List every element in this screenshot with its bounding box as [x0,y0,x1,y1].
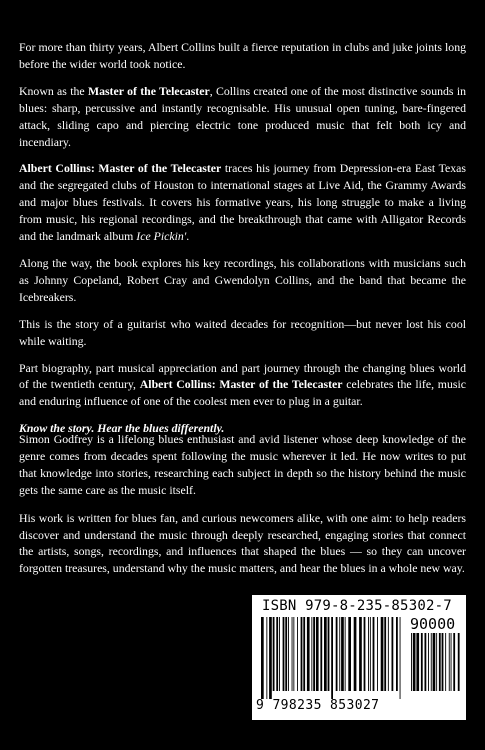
barcode-bar [283,617,285,691]
bio-paragraph-1: Simon Godfrey is a lifelong blues enthusiast and avid listener whose deep knowledge of the genre comes from decades spent following the music wherever it led. He now writes to put that knowledge into stories, researching each subject in depth so the history behind the music gets the same care as the music itself. [19,432,466,497]
ean-barcode-bars [260,617,402,699]
barcode-bar [339,617,340,691]
barcode-bar [384,617,386,691]
barcode-digits: 9 798235 853027 [256,698,380,713]
bio-paragraph-2: His work is written for blues fan, and curious newcomers alike, with one aim: to help readers discover and understand the music through deeply researched, engaging stories that connect the artists, songs, recordings, and influences that shaped the blues — so they can uncover forgotten treasures, understand why the music matters, and hear the blues in a whole new way. [19,510,466,576]
barcode-bar [354,617,357,691]
barcode-bar [388,617,389,691]
book-title-bold: Albert Collins: Master of the Telecaster [19,161,222,176]
barcode-bar [324,617,327,691]
barcode-bar [313,617,315,691]
price-code: 90000 [410,615,456,633]
author-bio [19,431,466,588]
blurb-paragraph-1: For more than thirty years, Albert Collins built a fierce reputation in clubs and juke joints long before the wider world took notice. [19,40,466,71]
barcode-bar [293,617,294,691]
barcode-bar [341,617,344,691]
barcode-bar [285,617,287,691]
barcode-bar [453,633,455,691]
blurb-paragraph-6: Part biography, part musical appreciation and part journey through the changing blues world of the twentieth century, Albert Collins: Master of the Telecaster celebrates the life, music and enduring influence of one of the coolest men ever to plug in a guitar. [19,360,466,409]
barcode-bar [392,617,394,691]
barcode-bar [421,633,423,691]
tagline: Know the story. Hear the blues differently. [19,421,225,436]
blurb-paragraph-2: Known as the Master of the Telecaster, Collins created one of the most distinctive sounds in blues: sharp, percussive and instantly recognisable. His unusual open tuning, bare-fingered attack, sliding capo and piercing electric tone produced music that felt both icy and incendiary. [19,83,466,149]
barcode-bar [273,617,275,691]
back-cover-blurb [19,39,466,447]
barcode-bar [428,633,429,691]
barcode-bar [301,617,303,691]
album-title-italic: Ice Pickin' [136,229,187,244]
barcode-bar [269,617,272,699]
isbn-label: ISBN 979-8-235-85302-7 [262,598,452,614]
barcode-bar [276,617,278,691]
barcode-bar [279,617,280,691]
barcode-bar [425,633,427,691]
barcode-bar [458,633,460,691]
barcode-bar [377,617,378,691]
barcode-bar [381,617,384,691]
barcode-bar [368,617,369,691]
barcode-bar [311,617,312,691]
barcode-bar [266,617,267,699]
barcode-bar [307,617,310,691]
barcode-bar [364,617,366,691]
barcode-bar [303,617,305,691]
barcode-bar [370,617,371,691]
barcode-bar [400,617,401,699]
barcode-bar [261,617,264,699]
barcode-bar [288,617,289,691]
barcode-bar [449,633,450,691]
barcode-bar [439,633,441,691]
blurb-paragraph-5: This is the story of a guitarist who waited decades for recognition—but never lost his cool while waiting. [19,316,466,348]
barcode-bar [436,633,437,691]
barcode-bar [451,633,452,691]
barcode-bar [431,633,432,691]
barcode-bar [292,617,293,691]
barcode-bar [411,633,412,691]
barcode-bar [396,617,398,691]
barcode-bar [345,617,346,691]
barcode-bar [413,633,416,691]
barcode-bar [348,617,351,691]
barcode-bar [416,633,419,691]
barcode-bar [320,617,322,691]
blurb-paragraph-4: Along the way, the book explores his key recordings, his collaborations with musicians such as Johnny Copeland, Robert Cray and Gwendolyn Collins, and the band that became the Icebreakers. [19,255,466,304]
barcode-bar [297,617,298,691]
blurb-paragraph-3: Albert Collins: Master of the Telecaster traces his journey from Depression-era East Texas and the segregated clubs of Houston to international stages at Live Aid, the Grammy Awards and major blues festivals. It covers his formative years, his long struggle to make a living from music, his regional recordings, and the breakthrough that came with Alligator Records and the landmark album Ice Pickin'. [19,161,466,244]
book-title-bold-2: Albert Collins: Master of the Telecaster [139,377,343,392]
master-of-telecaster-bold: Master of the Telecaster [87,83,210,98]
addon-barcode-bars [410,633,460,699]
barcode-bar [331,617,333,699]
barcode-bar [433,633,436,691]
barcode-bar [359,617,362,691]
barcode-bar [316,617,319,691]
isbn-barcode [252,595,466,720]
barcode-bar [328,617,330,691]
barcode-bar [373,617,375,691]
barcode-bar [442,633,444,691]
barcode-bar [445,633,446,691]
barcode-bar [336,617,338,691]
